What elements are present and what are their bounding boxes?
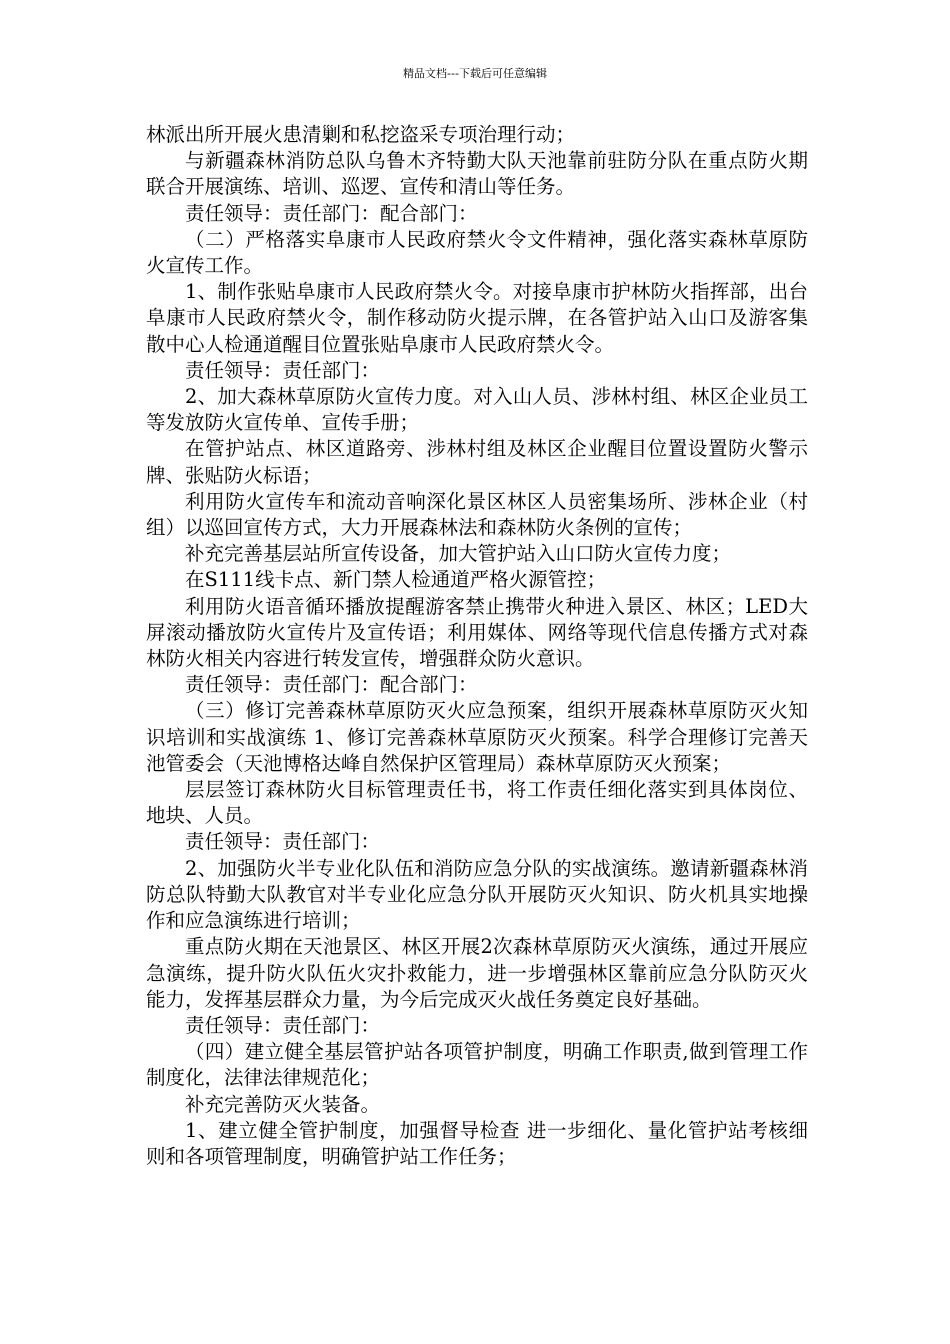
paragraph: 林派出所开展火患清剿和私挖盗采专项治理行动；: [146, 123, 576, 146]
responsibility-line: 责任领导：责任部门：: [185, 830, 381, 854]
responsibility-line: 责任领导：责任部门：: [185, 1013, 381, 1037]
paragraph: 在S111线卡点、新门禁人检通道严格火源管控；: [185, 568, 607, 592]
paragraph: 1、建立健全管护制度，加强督导检查 进一步细化、量化管护站考核细则和各项管理制度，明确管护站工作任务；: [146, 1118, 808, 1168]
paragraph: 补充完善基层站所宣传设备，加大管护站入山口防火宣传力度；: [185, 542, 732, 566]
paragraph: 2、加强防火半专业化队伍和消防应急分队的实战演练。邀请新疆森林消防总队特勤大队教官对半专业化应急分队开展防灭火知识、防火机具实地操作和应急演练进行培训；: [146, 856, 808, 933]
section-heading: （二）严格落实阜康市人民政府禁火令文件精神，强化落实森林草原防火宣传工作。: [146, 227, 808, 278]
paragraph: 重点防火期在天池景区、林区开展2次森林草原防灭火演练，通过开展应急演练，提升防火队伍火灾扑救能力，进一步增强林区靠前应急分队防灭火能力，发挥基层群众力量，为今后完成灭火战任务奠定良好基础。: [146, 935, 808, 1011]
paragraph: 层层签订森林防火目标管理责任书，将工作责任细化落实到具体岗位、地块、人员。: [146, 778, 808, 828]
page-header: 精品文档---下载后可任意编辑: [403, 67, 547, 80]
section-heading: （三）修订完善森林草原防灭火应急预案，组织开展森林草原防灭火知识培训和实战演练 1、修订完善森林草原防灭火预案。科学合理修订完善天池管委会（天池博格达峰自然保护区管理局）森林草原防灭火预案；: [146, 699, 808, 775]
responsibility-line: 责任领导：责任部门：配合部门：: [185, 673, 478, 697]
paragraph: 与新疆森林消防总队乌鲁木齐特勤大队天池靠前驻防分队在重点防火期联合开展演练、培训、巡逻、宣传和清山等任务。: [146, 149, 808, 199]
responsibility-line: 责任领导：责任部门：: [185, 358, 381, 382]
paragraph: 利用防火语音循环播放提醒游客禁止携带火种进入景区、林区；LED大屏滚动播放防火宣传片及宣传语；利用媒体、网络等现代信息传播方式对森林防火相关内容进行转发宣传，增强群众防火意识。: [146, 594, 808, 671]
responsibility-line: 责任领导：责任部门：配合部门：: [185, 201, 478, 225]
document-body: [146, 122, 808, 1170]
paragraph: 在管护站点、林区道路旁、涉林村组及林区企业醒目位置设置防火警示牌、张贴防火标语；: [146, 437, 808, 487]
paragraph: 利用防火宣传车和流动音响深化景区林区人员密集场所、涉林企业（村组）以巡回宣传方式，大力开展森林法和森林防火条例的宣传；: [146, 489, 808, 540]
paragraph: 2、加大森林草原防火宣传力度。对入山人员、涉林村组、林区企业员工等发放防火宣传单、宣传手册；: [146, 385, 808, 435]
section-heading: （四）建立健全基层管护站各项管护制度，明确工作职责,做到管理工作制度化，法律法律规范化；: [146, 1040, 808, 1090]
paragraph: 补充完善防灭火装备。: [185, 1092, 381, 1116]
paragraph: 1、制作张贴阜康市人民政府禁火令。对接阜康市护林防火指挥部，出台阜康市人民政府禁火令，制作移动防火提示牌，在各管护站入山口及游客集散中心人检通道醒目位置张贴阜康市人民政府禁火令。: [146, 280, 808, 356]
